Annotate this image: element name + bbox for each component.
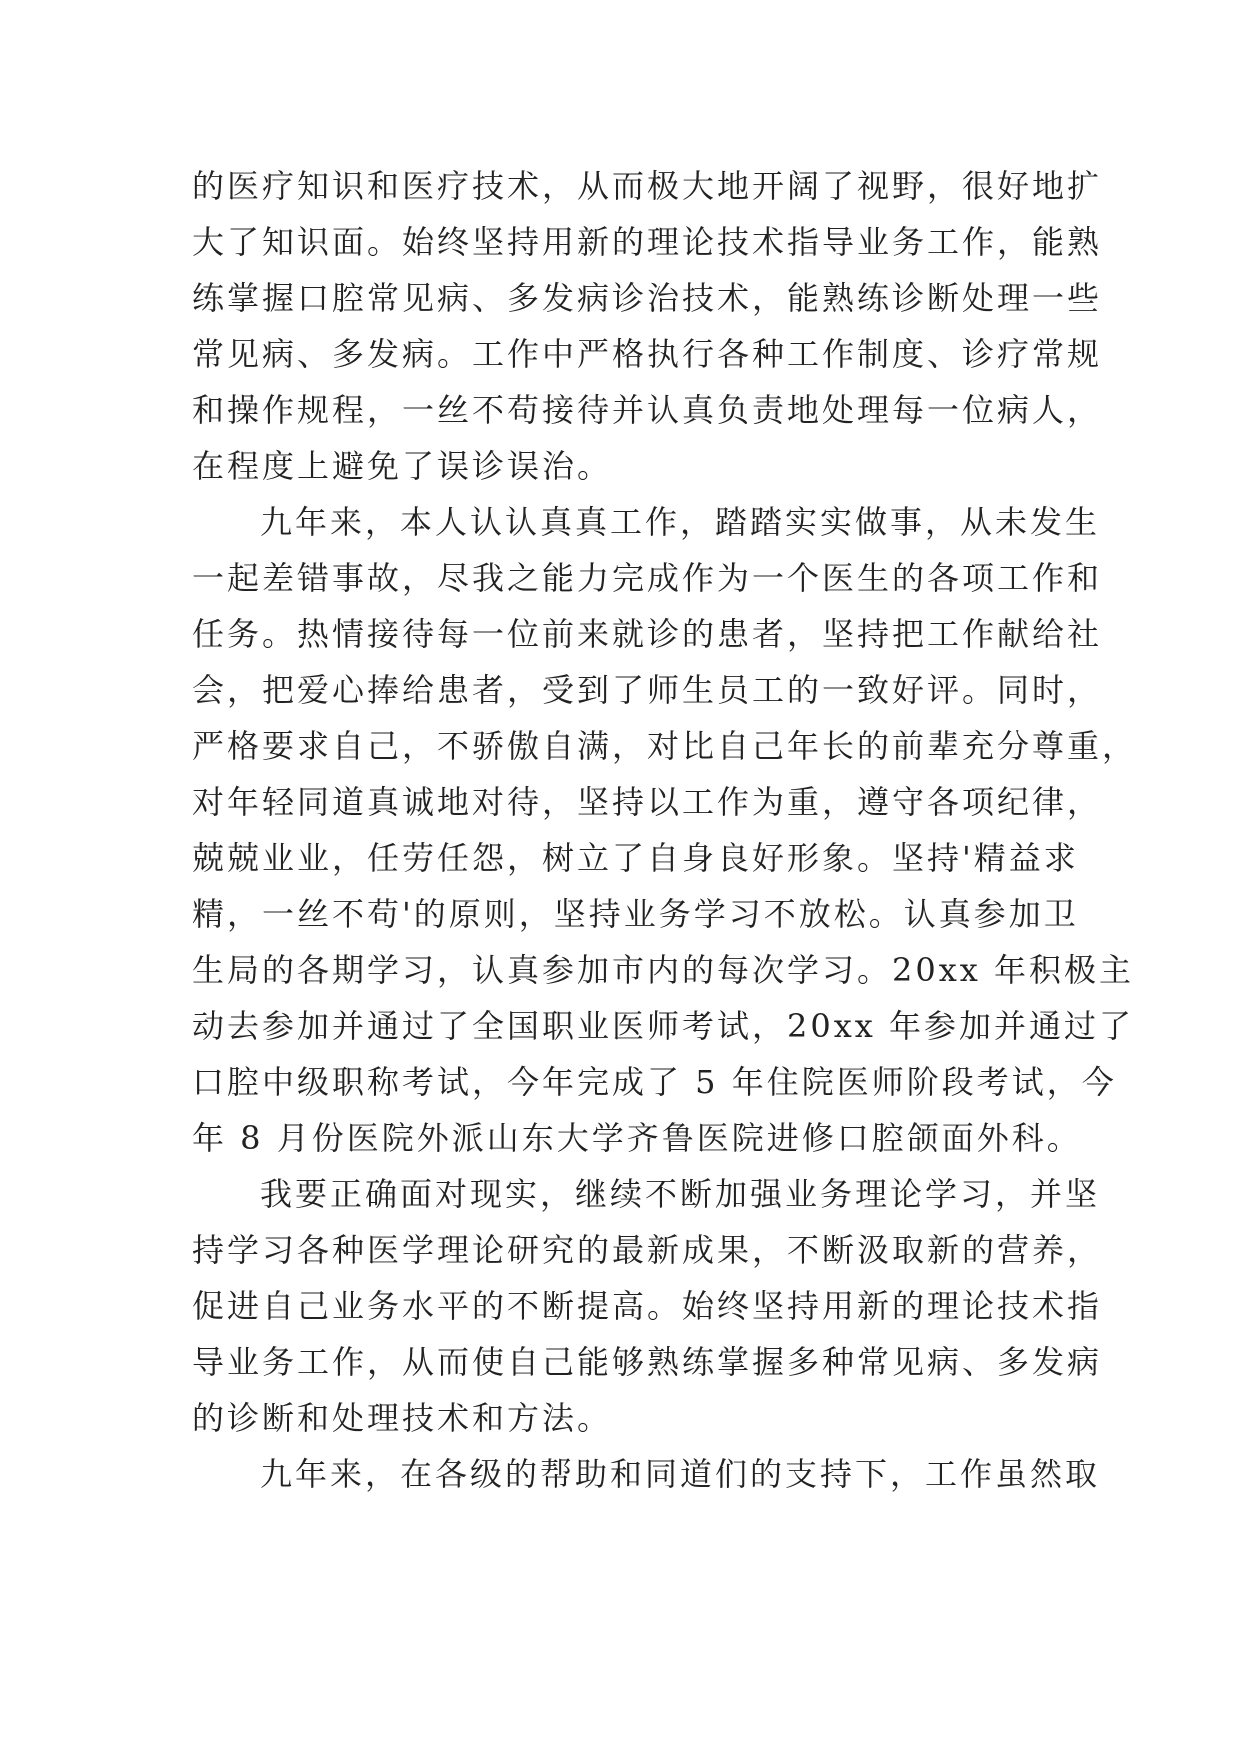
document-body: [192, 158, 1138, 1502]
text-line: 的医疗知识和医疗技术，从而极大地开阔了视野，很好地扩: [192, 167, 1103, 205]
text-line: 年 8 月份医院外派山东大学齐鲁医院进修口腔颌面外科。: [192, 1119, 1082, 1157]
paragraph-4: [192, 1446, 1101, 1502]
text-line: 练掌握口腔常见病、多发病诊治技术，能熟练诊断处理一些: [192, 279, 1103, 317]
text-line: 持学习各种医学理论研究的最新成果，不断汲取新的营养，: [192, 1231, 1103, 1269]
text-line: 会，把爱心捧给患者，受到了师生员工的一致好评。同时，: [192, 671, 1103, 709]
text-line: 对年轻同道真诚地对待，坚持以工作为重，遵守各项纪律，: [192, 783, 1103, 821]
text-line: 促进自己业务水平的不断提高。始终坚持用新的理论技术指: [192, 1287, 1103, 1325]
text-line: 的诊断和处理技术和方法。: [192, 1399, 613, 1437]
text-line: 和操作规程，一丝不苟接待并认真负责地处理每一位病人，: [192, 391, 1103, 429]
text-line: 一起差错事故，尽我之能力完成作为一个医生的各项工作和: [192, 559, 1103, 597]
paragraph-2: [192, 494, 1138, 1166]
text-line: 口腔中级职称考试，今年完成了 5 年住院医师阶段考试，今: [192, 1063, 1117, 1101]
text-line: 常见病、多发病。工作中严格执行各种工作制度、诊疗常规: [192, 335, 1103, 373]
text-line: 严格要求自己，不骄傲自满，对比自己年长的前辈充分尊重，: [192, 727, 1138, 765]
text-line: 兢兢业业，任劳任怨，树立了自身良好形象。坚持'精益求: [192, 839, 1079, 877]
text-line: 在程度上避免了误诊误治。: [192, 447, 613, 485]
text-line: 我要正确面对现实，继续不断加强业务理论学习，并坚: [260, 1175, 1101, 1213]
text-line: 九年来，在各级的帮助和同道们的支持下，工作虽然取: [260, 1455, 1101, 1493]
text-line: 精，一丝不苟'的原则，坚持业务学习不放松。认真参加卫: [192, 895, 1079, 933]
paragraph-3: [192, 1166, 1103, 1446]
text-line: 大了知识面。始终坚持用新的理论技术指导业务工作，能熟: [192, 223, 1103, 261]
text-line: 导业务工作，从而使自己能够熟练掌握多种常见病、多发病: [192, 1343, 1103, 1381]
text-line: 生局的各期学习，认真参加市内的每次学习。20xx 年积极主: [192, 951, 1134, 989]
text-line: 动去参加并通过了全国职业医师考试，20xx 年参加并通过了: [192, 1007, 1134, 1045]
paragraph-1: [192, 158, 1103, 494]
text-line: 任务。热情接待每一位前来就诊的患者，坚持把工作献给社: [192, 615, 1103, 653]
text-line: 九年来，本人认认真真工作，踏踏实实做事，从未发生: [260, 503, 1101, 541]
